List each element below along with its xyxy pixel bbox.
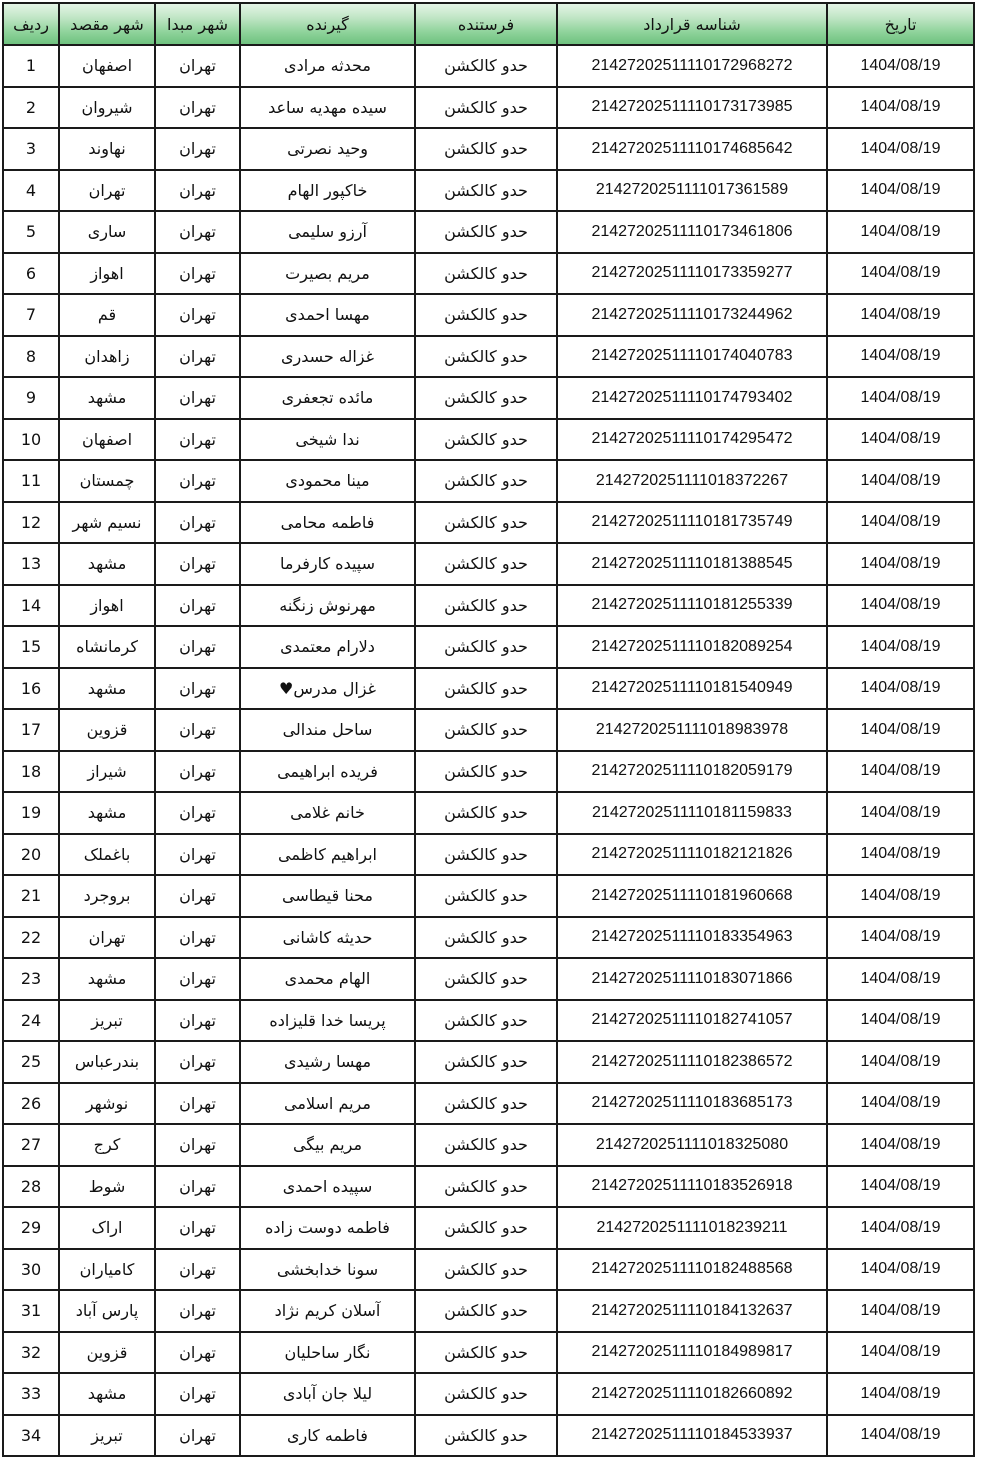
table-row <box>3 460 974 502</box>
cell-row-number: 16 <box>3 668 59 710</box>
cell-row-number: 32 <box>3 1332 59 1374</box>
header-origin-city: شهر مبدا <box>155 3 240 45</box>
cell-origin-city: تهران <box>155 170 240 212</box>
cell-row-number: 11 <box>3 460 59 502</box>
cell-sender: حدو کالکشن <box>415 377 557 419</box>
cell-contract-id: 2142720251111018372267 <box>557 460 827 502</box>
cell-row-number: 3 <box>3 128 59 170</box>
table-row <box>3 87 974 129</box>
cell-contract-id: 21427202511110181255339 <box>557 585 827 627</box>
table-row <box>3 419 974 461</box>
cell-origin-city: تهران <box>155 543 240 585</box>
cell-date: 1404/08/19 <box>827 87 974 129</box>
cell-receiver: فاطمه دوست زاده <box>240 1207 415 1249</box>
cell-sender: حدو کالکشن <box>415 170 557 212</box>
cell-receiver: دلارام معتمدی <box>240 626 415 668</box>
cell-receiver: سونا خدابخشی <box>240 1249 415 1291</box>
cell-contract-id: 21427202511110174685642 <box>557 128 827 170</box>
cell-date: 1404/08/19 <box>827 336 974 378</box>
cell-receiver: فریده ابراهیمی <box>240 751 415 793</box>
cell-origin-city: تهران <box>155 1290 240 1332</box>
cell-contract-id: 21427202511110184989817 <box>557 1332 827 1374</box>
cell-date: 1404/08/19 <box>827 128 974 170</box>
cell-origin-city: تهران <box>155 1415 240 1457</box>
cell-row-number: 9 <box>3 377 59 419</box>
cell-sender: حدو کالکشن <box>415 1207 557 1249</box>
cell-contract-id: 21427202511110173359277 <box>557 253 827 295</box>
cell-sender: حدو کالکشن <box>415 502 557 544</box>
cell-sender: حدو کالکشن <box>415 585 557 627</box>
table-row <box>3 211 974 253</box>
cell-contract-id: 21427202511110182660892 <box>557 1373 827 1415</box>
cell-row-number: 29 <box>3 1207 59 1249</box>
cell-receiver: غزاله حسدری <box>240 336 415 378</box>
cell-origin-city: تهران <box>155 834 240 876</box>
cell-row-number: 27 <box>3 1124 59 1166</box>
cell-origin-city: تهران <box>155 45 240 87</box>
cell-origin-city: تهران <box>155 1332 240 1374</box>
cell-date: 1404/08/19 <box>827 834 974 876</box>
cell-destination-city: تهران <box>59 170 155 212</box>
cell-row-number: 34 <box>3 1415 59 1457</box>
cell-date: 1404/08/19 <box>827 792 974 834</box>
cell-destination-city: نهاوند <box>59 128 155 170</box>
cell-sender: حدو کالکشن <box>415 958 557 1000</box>
cell-receiver: لیلا جان آبادی <box>240 1373 415 1415</box>
cell-contract-id: 21427202511110174295472 <box>557 419 827 461</box>
table-row <box>3 709 974 751</box>
cell-destination-city: نسیم شهر <box>59 502 155 544</box>
cell-row-number: 19 <box>3 792 59 834</box>
cell-row-number: 7 <box>3 294 59 336</box>
cell-row-number: 20 <box>3 834 59 876</box>
cell-contract-id: 21427202511110183071866 <box>557 958 827 1000</box>
cell-row-number: 15 <box>3 626 59 668</box>
table-body <box>3 45 974 1456</box>
cell-origin-city: تهران <box>155 336 240 378</box>
cell-contract-id: 21427202511110182386572 <box>557 1041 827 1083</box>
cell-origin-city: تهران <box>155 709 240 751</box>
table-row <box>3 1332 974 1374</box>
cell-date: 1404/08/19 <box>827 668 974 710</box>
cell-row-number: 5 <box>3 211 59 253</box>
cell-sender: حدو کالکشن <box>415 460 557 502</box>
cell-destination-city: شیروان <box>59 87 155 129</box>
table-row <box>3 1000 974 1042</box>
cell-date: 1404/08/19 <box>827 1000 974 1042</box>
cell-sender: حدو کالکشن <box>415 253 557 295</box>
table-row <box>3 1083 974 1125</box>
cell-receiver: مهرنوش زنگنه <box>240 585 415 627</box>
cell-origin-city: تهران <box>155 1166 240 1208</box>
cell-sender: حدو کالکشن <box>415 751 557 793</box>
cell-contract-id: 21427202511110181388545 <box>557 543 827 585</box>
cell-sender: حدو کالکشن <box>415 626 557 668</box>
cell-origin-city: تهران <box>155 1124 240 1166</box>
cell-sender: حدو کالکشن <box>415 87 557 129</box>
cell-sender: حدو کالکشن <box>415 834 557 876</box>
cell-date: 1404/08/19 <box>827 709 974 751</box>
cell-date: 1404/08/19 <box>827 751 974 793</box>
cell-row-number: 4 <box>3 170 59 212</box>
cell-date: 1404/08/19 <box>827 543 974 585</box>
cell-sender: حدو کالکشن <box>415 543 557 585</box>
cell-origin-city: تهران <box>155 377 240 419</box>
table-row <box>3 253 974 295</box>
cell-destination-city: زاهدان <box>59 336 155 378</box>
cell-receiver: خاکپور الهام <box>240 170 415 212</box>
cell-origin-city: تهران <box>155 419 240 461</box>
cell-date: 1404/08/19 <box>827 875 974 917</box>
cell-receiver: آرزو سلیمی <box>240 211 415 253</box>
cell-contract-id: 2142720251111018239211 <box>557 1207 827 1249</box>
table-row <box>3 792 974 834</box>
cell-destination-city: ساری <box>59 211 155 253</box>
cell-row-number: 6 <box>3 253 59 295</box>
table-row <box>3 170 974 212</box>
cell-origin-city: تهران <box>155 460 240 502</box>
cell-receiver: مریم بیگی <box>240 1124 415 1166</box>
cell-origin-city: تهران <box>155 294 240 336</box>
cell-date: 1404/08/19 <box>827 958 974 1000</box>
cell-origin-city: تهران <box>155 1000 240 1042</box>
cell-contract-id: 21427202511110183685173 <box>557 1083 827 1125</box>
cell-row-number: 26 <box>3 1083 59 1125</box>
cell-receiver: سپیده کارفرما <box>240 543 415 585</box>
cell-date: 1404/08/19 <box>827 294 974 336</box>
cell-sender: حدو کالکشن <box>415 917 557 959</box>
cell-contract-id: 21427202511110173173985 <box>557 87 827 129</box>
table-row <box>3 45 974 87</box>
cell-destination-city: اهواز <box>59 253 155 295</box>
cell-receiver: فاطمه کاری <box>240 1415 415 1457</box>
cell-row-number: 18 <box>3 751 59 793</box>
table-row <box>3 626 974 668</box>
cell-receiver: خانم غلامی <box>240 792 415 834</box>
cell-row-number: 10 <box>3 419 59 461</box>
cell-destination-city: مشهد <box>59 543 155 585</box>
cell-sender: حدو کالکشن <box>415 1166 557 1208</box>
cell-destination-city: اهواز <box>59 585 155 627</box>
cell-contract-id: 21427202511110181960668 <box>557 875 827 917</box>
cell-date: 1404/08/19 <box>827 585 974 627</box>
table-row <box>3 336 974 378</box>
cell-sender: حدو کالکشن <box>415 419 557 461</box>
cell-receiver: سپیده احمدی <box>240 1166 415 1208</box>
cell-row-number: 8 <box>3 336 59 378</box>
table-row <box>3 1124 974 1166</box>
cell-date: 1404/08/19 <box>827 170 974 212</box>
header-date: تاریخ <box>827 3 974 45</box>
cell-date: 1404/08/19 <box>827 419 974 461</box>
cell-date: 1404/08/19 <box>827 1415 974 1457</box>
cell-receiver: ساحل مندالی <box>240 709 415 751</box>
table-row <box>3 1166 974 1208</box>
cell-contract-id: 21427202511110182089254 <box>557 626 827 668</box>
cell-destination-city: اصفهان <box>59 45 155 87</box>
cell-row-number: 30 <box>3 1249 59 1291</box>
cell-receiver: ابراهیم کاظمی <box>240 834 415 876</box>
cell-destination-city: نوشهر <box>59 1083 155 1125</box>
cell-destination-city: تهران <box>59 917 155 959</box>
cell-destination-city: شوط <box>59 1166 155 1208</box>
cell-date: 1404/08/19 <box>827 1041 974 1083</box>
cell-date: 1404/08/19 <box>827 917 974 959</box>
cell-receiver: مریم اسلامی <box>240 1083 415 1125</box>
cell-date: 1404/08/19 <box>827 1083 974 1125</box>
cell-row-number: 17 <box>3 709 59 751</box>
cell-receiver: آسلان کریم نژاد <box>240 1290 415 1332</box>
cell-sender: حدو کالکشن <box>415 1415 557 1457</box>
cell-contract-id: 21427202511110173461806 <box>557 211 827 253</box>
cell-origin-city: تهران <box>155 668 240 710</box>
cell-destination-city: مشهد <box>59 958 155 1000</box>
cell-destination-city: قم <box>59 294 155 336</box>
cell-receiver: مهسا رشیدی <box>240 1041 415 1083</box>
cell-destination-city: تبریز <box>59 1415 155 1457</box>
cell-sender: حدو کالکشن <box>415 45 557 87</box>
table-row <box>3 377 974 419</box>
cell-destination-city: مشهد <box>59 377 155 419</box>
cell-destination-city: اصفهان <box>59 419 155 461</box>
cell-origin-city: تهران <box>155 875 240 917</box>
cell-destination-city: کامیاران <box>59 1249 155 1291</box>
cell-date: 1404/08/19 <box>827 1290 974 1332</box>
table-row <box>3 1373 974 1415</box>
cell-contract-id: 21427202511110181735749 <box>557 502 827 544</box>
cell-sender: حدو کالکشن <box>415 668 557 710</box>
cell-destination-city: مشهد <box>59 1373 155 1415</box>
cell-contract-id: 21427202511110182488568 <box>557 1249 827 1291</box>
table-row <box>3 751 974 793</box>
cell-sender: حدو کالکشن <box>415 1373 557 1415</box>
cell-contract-id: 2142720251111018325080 <box>557 1124 827 1166</box>
cell-date: 1404/08/19 <box>827 1124 974 1166</box>
header-row <box>3 3 974 45</box>
cell-sender: حدو کالکشن <box>415 1083 557 1125</box>
cell-sender: حدو کالکشن <box>415 1000 557 1042</box>
cell-sender: حدو کالکشن <box>415 1249 557 1291</box>
header-destination-city: شهر مقصد <box>59 3 155 45</box>
cell-destination-city: قزوین <box>59 709 155 751</box>
cell-sender: حدو کالکشن <box>415 1124 557 1166</box>
cell-receiver: مهسا احمدی <box>240 294 415 336</box>
cell-row-number: 33 <box>3 1373 59 1415</box>
table-row <box>3 1415 974 1457</box>
cell-row-number: 13 <box>3 543 59 585</box>
table-row <box>3 1207 974 1249</box>
header-receiver: گیرنده <box>240 3 415 45</box>
cell-origin-city: تهران <box>155 585 240 627</box>
cell-contract-id: 21427202511110181540949 <box>557 668 827 710</box>
cell-contract-id: 21427202511110182741057 <box>557 1000 827 1042</box>
cell-sender: حدو کالکشن <box>415 709 557 751</box>
table-row <box>3 917 974 959</box>
cell-contract-id: 21427202511110183526918 <box>557 1166 827 1208</box>
cell-receiver: وحید نصرتی <box>240 128 415 170</box>
cell-origin-city: تهران <box>155 1373 240 1415</box>
cell-destination-city: بندرعباس <box>59 1041 155 1083</box>
cell-date: 1404/08/19 <box>827 1207 974 1249</box>
cell-row-number: 28 <box>3 1166 59 1208</box>
cell-destination-city: اراک <box>59 1207 155 1249</box>
cell-destination-city: کرج <box>59 1124 155 1166</box>
cell-date: 1404/08/19 <box>827 45 974 87</box>
cell-row-number: 24 <box>3 1000 59 1042</box>
cell-destination-city: پارس آباد <box>59 1290 155 1332</box>
table-row <box>3 543 974 585</box>
cell-row-number: 25 <box>3 1041 59 1083</box>
cell-contract-id: 2142720251111018983978 <box>557 709 827 751</box>
cell-origin-city: تهران <box>155 1207 240 1249</box>
cell-sender: حدو کالکشن <box>415 875 557 917</box>
cell-origin-city: تهران <box>155 958 240 1000</box>
table-row <box>3 958 974 1000</box>
cell-contract-id: 21427202511110184132637 <box>557 1290 827 1332</box>
cell-origin-city: تهران <box>155 1249 240 1291</box>
cell-origin-city: تهران <box>155 211 240 253</box>
cell-origin-city: تهران <box>155 87 240 129</box>
cell-row-number: 2 <box>3 87 59 129</box>
cell-sender: حدو کالکشن <box>415 1290 557 1332</box>
cell-date: 1404/08/19 <box>827 460 974 502</box>
cell-receiver: نگار ساحلیان <box>240 1332 415 1374</box>
cell-contract-id: 21427202511110174040783 <box>557 336 827 378</box>
table-row <box>3 1249 974 1291</box>
cell-receiver: پریسا خدا قلیزاده <box>240 1000 415 1042</box>
cell-row-number: 31 <box>3 1290 59 1332</box>
cell-destination-city: چمستان <box>59 460 155 502</box>
cell-destination-city: مشهد <box>59 668 155 710</box>
cell-contract-id: 21427202511110183354963 <box>557 917 827 959</box>
cell-receiver: محنا قیطاسی <box>240 875 415 917</box>
table-row <box>3 668 974 710</box>
cell-origin-city: تهران <box>155 792 240 834</box>
cell-origin-city: تهران <box>155 253 240 295</box>
cell-date: 1404/08/19 <box>827 1249 974 1291</box>
cell-origin-city: تهران <box>155 751 240 793</box>
cell-receiver: محدثه مرادی <box>240 45 415 87</box>
table-row <box>3 834 974 876</box>
cell-date: 1404/08/19 <box>827 1373 974 1415</box>
header-row-number: ردیف <box>3 3 59 45</box>
cell-destination-city: قزوین <box>59 1332 155 1374</box>
table-row <box>3 294 974 336</box>
cell-date: 1404/08/19 <box>827 377 974 419</box>
cell-contract-id: 21427202511110182059179 <box>557 751 827 793</box>
cell-receiver: ندا شیخی <box>240 419 415 461</box>
cell-destination-city: بروجرد <box>59 875 155 917</box>
cell-origin-city: تهران <box>155 502 240 544</box>
cell-origin-city: تهران <box>155 1041 240 1083</box>
cell-destination-city: باغملک <box>59 834 155 876</box>
cell-row-number: 21 <box>3 875 59 917</box>
cell-date: 1404/08/19 <box>827 211 974 253</box>
cell-sender: حدو کالکشن <box>415 1332 557 1374</box>
cell-origin-city: تهران <box>155 626 240 668</box>
cell-destination-city: کرمانشاه <box>59 626 155 668</box>
cell-receiver: حدیثه کاشانی <box>240 917 415 959</box>
cell-date: 1404/08/19 <box>827 626 974 668</box>
cell-receiver: الهام محمدی <box>240 958 415 1000</box>
cell-destination-city: شیراز <box>59 751 155 793</box>
cell-receiver: مریم بصیرت <box>240 253 415 295</box>
cell-receiver: مائده تجعفری <box>240 377 415 419</box>
cell-contract-id: 21427202511110181159833 <box>557 792 827 834</box>
cell-date: 1404/08/19 <box>827 502 974 544</box>
cell-sender: حدو کالکشن <box>415 792 557 834</box>
cell-receiver: مینا محمودی <box>240 460 415 502</box>
table-row <box>3 875 974 917</box>
cell-sender: حدو کالکشن <box>415 294 557 336</box>
cell-sender: حدو کالکشن <box>415 336 557 378</box>
cell-contract-id: 21427202511110174793402 <box>557 377 827 419</box>
cell-origin-city: تهران <box>155 917 240 959</box>
cell-contract-id: 21427202511110173244962 <box>557 294 827 336</box>
cell-contract-id: 2142720251111017361589 <box>557 170 827 212</box>
cell-receiver: سیده مهدیه ساعد <box>240 87 415 129</box>
table-row <box>3 1290 974 1332</box>
header-contract-id: شناسه قرارداد <box>557 3 827 45</box>
cell-contract-id: 21427202511110184533937 <box>557 1415 827 1457</box>
shipments-table <box>2 2 975 1457</box>
cell-row-number: 23 <box>3 958 59 1000</box>
cell-contract-id: 21427202511110172968272 <box>557 45 827 87</box>
cell-date: 1404/08/19 <box>827 253 974 295</box>
cell-receiver: فاطمه محامی <box>240 502 415 544</box>
table-row <box>3 1041 974 1083</box>
table-row <box>3 128 974 170</box>
cell-row-number: 22 <box>3 917 59 959</box>
cell-origin-city: تهران <box>155 128 240 170</box>
header-sender: فرستنده <box>415 3 557 45</box>
cell-row-number: 12 <box>3 502 59 544</box>
cell-sender: حدو کالکشن <box>415 1041 557 1083</box>
cell-origin-city: تهران <box>155 1083 240 1125</box>
cell-sender: حدو کالکشن <box>415 211 557 253</box>
cell-destination-city: تبریز <box>59 1000 155 1042</box>
cell-destination-city: مشهد <box>59 792 155 834</box>
cell-row-number: 14 <box>3 585 59 627</box>
cell-date: 1404/08/19 <box>827 1166 974 1208</box>
table-row <box>3 585 974 627</box>
cell-date: 1404/08/19 <box>827 1332 974 1374</box>
cell-receiver: غزال مدرس♥ <box>240 668 415 710</box>
cell-row-number: 1 <box>3 45 59 87</box>
cell-contract-id: 21427202511110182121826 <box>557 834 827 876</box>
table-row <box>3 502 974 544</box>
cell-sender: حدو کالکشن <box>415 128 557 170</box>
